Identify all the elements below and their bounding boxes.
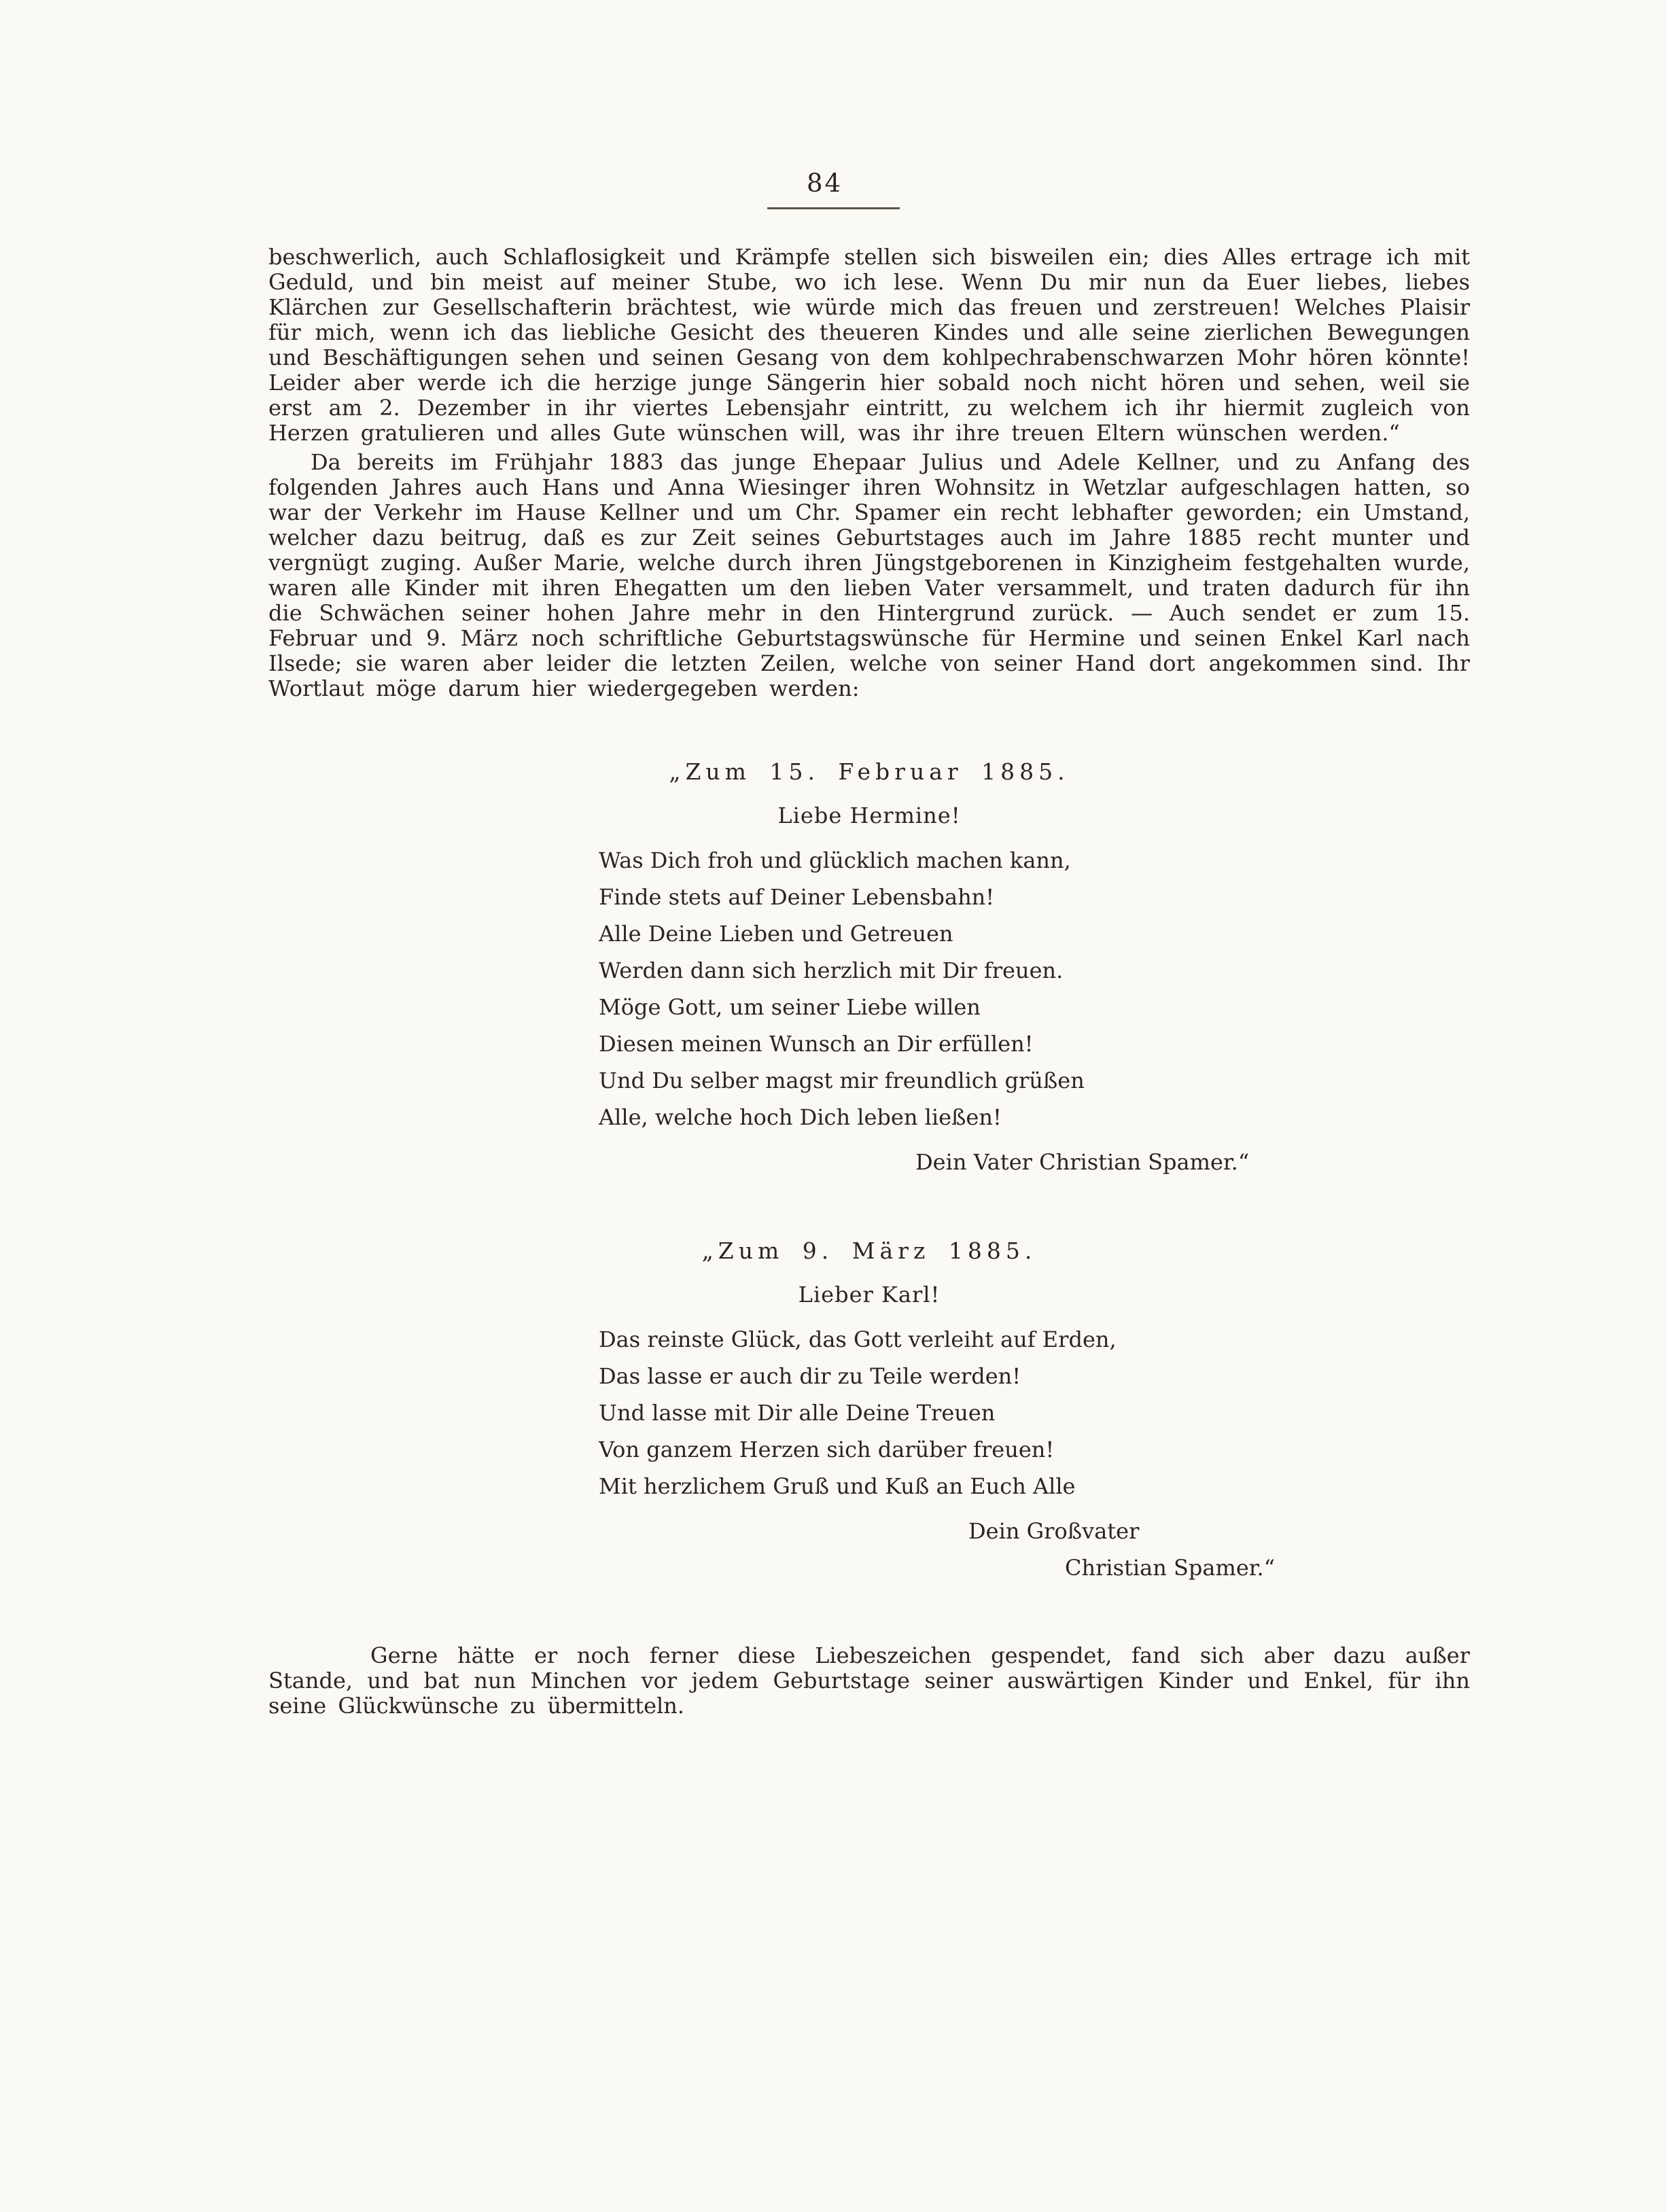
page-number: 84 [806, 169, 843, 198]
page-number-rule [767, 169, 900, 209]
poem-line: Alle, welche hoch Dich leben ließen! [599, 1104, 1002, 1130]
page-header [0, 169, 1667, 209]
poem-line: Mit herzlichem Gruß und Kuß an Euch Alle [599, 1473, 1076, 1499]
poem-line: Finde stets auf Deiner Lebensbahn! [599, 884, 995, 910]
opening-paragraph: beschwerlich, auch Schlaflosigkeit und Krämpfe stellen sich bisweilen ein; dies Alles ertrage ich mit Geduld, und bin meist auf meiner Stube, wo ich lese. Wenn Du mir nun da Euer liebes, liebes Klärchen zur Gesellschafterin brächtest, wie würde mich das freuen und zerstreuen! Welches Plaisir für mich, wenn ich das liebliche Gesicht des theueren Kindes und alle seine zierlichen Bewegungen und Beschäftigungen sehen und seinen Gesang von dem kohlpechrabenschwarzen Mohr hören könnte! Leider aber werde ich die herzige junge Sängerin hier sobald noch nicht hören und sehen, weil sie erst am 2. Dezember in ihr viertes Lebensjahr eintritt, zu welchem ich ihr hiermit zugleich von Herzen gratulieren und alles Gute wünschen will, was ihr ihre treuen Eltern wünschen werden.“ [268, 244, 1470, 446]
poem-line: Was Dich froh und glücklich machen kann, [599, 847, 1071, 873]
text-body [268, 245, 1470, 1719]
poem-line: Und Du selber magst mir freundlich grüßen [599, 1068, 1085, 1093]
poem [268, 842, 1470, 1136]
poem-line: Von ganzem Herzen sich darüber freuen! [599, 1437, 1055, 1462]
narrative-paragraph: Da bereits im Frühjahr 1883 das junge Ehepaar Julius und Adele Kellner, und zu Anfang des folgenden Jahres auch Hans und Anna Wiesinger ihren Wohnsitz in Wetzlar aufgeschlagen hatten, so war der Verkehr im Hause Kellner und um Chr. Spamer ein recht lebhafter geworden; ein Umstand, welcher dazu beitrug, daß es zur Zeit seines Geburtstages auch im Jahre 1885 recht munter und vergnügt zuging. Außer Marie, welche durch ihren Jüngstgeborenen in Kinzigheim festgehalten wurde, waren alle Kinder mit ihren Ehegatten um den lieben Vater versammelt, und traten dadurch für ihn die Schwächen seiner hohen Jahre mehr in den Hintergrund zurück. — Auch sendet er zum 15. Februar und 9. März noch schriftliche Geburtstagswünsche für Hermine und seinen Enkel Karl nach Ilsede; sie waren aber leider die letzten Zeilen, welche von seiner Hand dort angekommen sind. Ihr Wortlaut möge darum hier wiedergegeben werden: [268, 449, 1470, 701]
poem-line: Diesen meinen Wunsch an Dir erfüllen! [599, 1031, 1034, 1057]
letter-signature-block [268, 1513, 1470, 1586]
poem-line: Und lasse mit Dir alle Deine Treuen [599, 1400, 996, 1426]
letter-salutation: Liebe Hermine! [777, 803, 961, 828]
closing-paragraph: Gerne hätte er noch ferner diese Liebeszeichen gespendet, fand sich aber dazu außer Stande, und bat nun Minchen vor jedem Geburtstage seiner auswärtigen Kinder und Enkel, für ihn seine Glückwünsche zu übermitteln. [268, 1643, 1470, 1719]
letter-signature: Christian Spamer.“ [1065, 1555, 1276, 1581]
letter-signature-block [268, 1144, 1470, 1180]
letter-february [268, 758, 1470, 1180]
poem-line: Das reinste Glück, das Gott verleiht auf Erden, [599, 1327, 1117, 1352]
poem-line: Das lasse er auch dir zu Teile werden! [599, 1363, 1021, 1389]
letter-signature: Dein Vater Christian Spamer.“ [915, 1149, 1250, 1175]
poem-line: Werden dann sich herzlich mit Dir freuen. [599, 958, 1064, 983]
poem-line: Möge Gott, um seiner Liebe willen [599, 994, 981, 1020]
letter-march [268, 1237, 1470, 1586]
letter-heading: „Zum 15. Februar 1885. [669, 758, 1070, 785]
letter-salutation: Lieber Karl! [798, 1282, 941, 1307]
poem [268, 1321, 1470, 1505]
poem-line: Alle Deine Lieben und Getreuen [599, 921, 953, 947]
letter-heading: „Zum 9. März 1885. [701, 1237, 1037, 1264]
letter-signature: Dein Großvater [968, 1518, 1140, 1544]
